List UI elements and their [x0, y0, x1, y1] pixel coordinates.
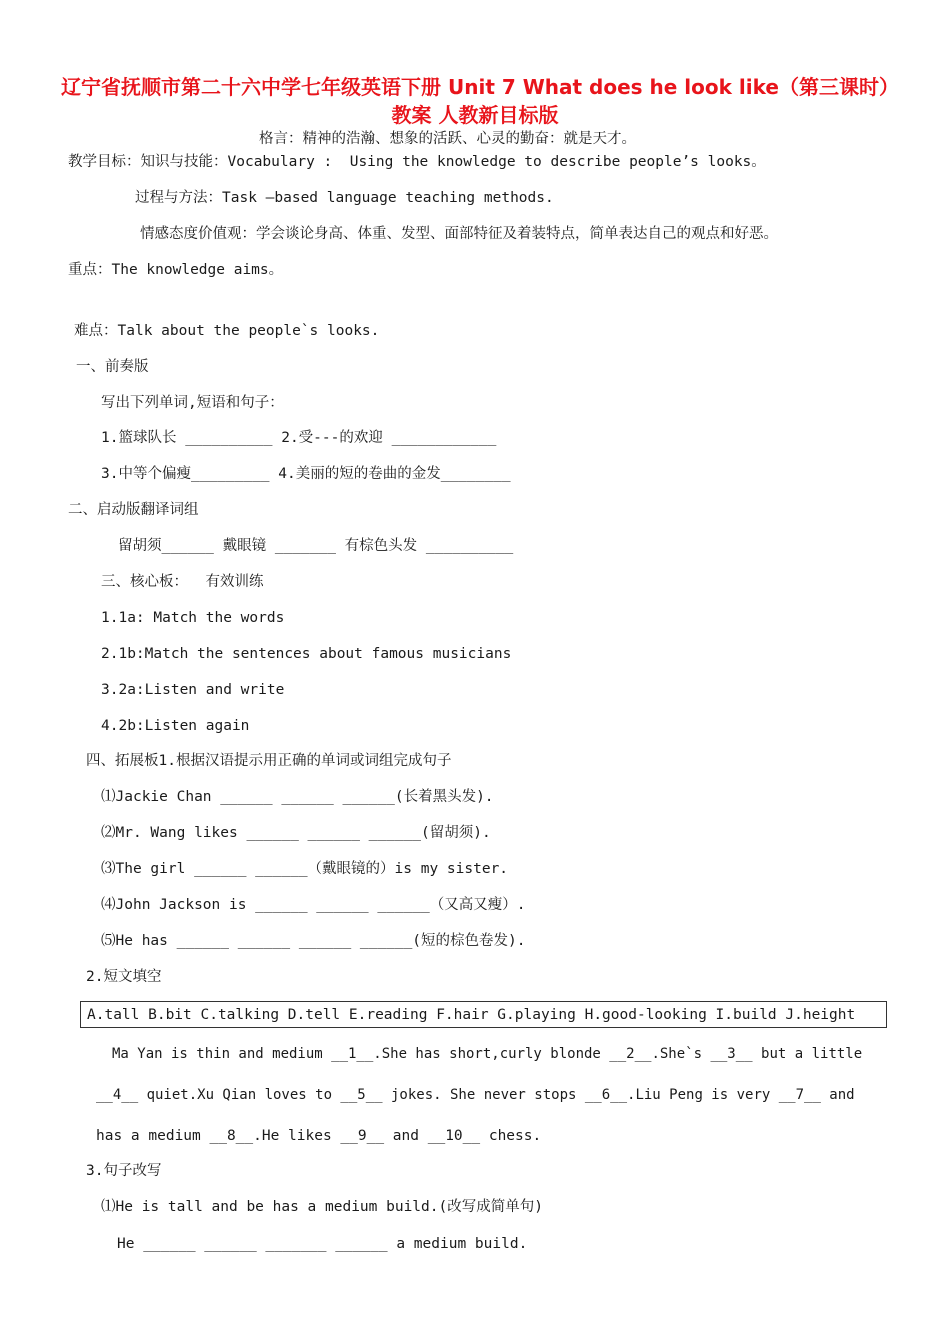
section1-row1: 1.篮球队长 __________ 2.受---的欢迎 ____________ — [101, 430, 497, 446]
goal-knowledge: 教学目标：知识与技能：Vocabulary : Using the knowledge to describe people’s looks。 — [68, 154, 766, 170]
section4-heading: 四、拓展板1.根据汉语提示用正确的单词或词组完成句子 — [86, 753, 452, 769]
cloze-line: Ma Yan is thin and medium __1__.She has short,curly blonde __2__.She`s __3__ but a little — [112, 1046, 863, 1062]
rewrite-item: ⑴He is tall and be has a medium build.(改写成简单句) — [101, 1199, 543, 1215]
section2-heading: 二、启动版翻译词组 — [68, 502, 199, 518]
section3-item: 3.2a:Listen and write — [101, 682, 285, 698]
key-point: 重点：The knowledge aims。 — [68, 262, 284, 278]
section3-item: 1.1a: Match the words — [101, 610, 285, 626]
section3-item: 2.1b:Match the sentences about famous musicians — [101, 646, 512, 662]
section1-row2: 3.中等个偏瘦_________ 4.美丽的短的卷曲的金发________ — [101, 466, 511, 482]
section1-heading: 一、前奏版 — [76, 359, 149, 375]
document-title: 辽宁省抚顺市第二十六中学七年级英语下册 Unit 7 What does he look like（第三课时）教案 人教新目标版 — [61, 75, 889, 127]
cloze-heading: 2.短文填空 — [86, 969, 162, 985]
section3-item: 4.2b:Listen again — [101, 718, 250, 734]
goal-process: 过程与方法：Task —based language teaching methods. — [135, 190, 554, 206]
goal-emotion: 情感态度价值观：学会谈论身高、体重、发型、面部特征及着装特点，简单表达自己的观点和好恶。 — [140, 226, 778, 242]
difficult-point: 难点：Talk about the people`s looks. — [74, 323, 380, 339]
cloze-line: __4__ quiet.Xu Qian loves to __5__ jokes. She never stops __6__.Liu Peng is very __7__ and — [96, 1087, 855, 1103]
section3-heading: 三、核心板： 有效训练 — [101, 574, 264, 590]
rewrite-answer: He ______ ______ _______ ______ a medium build. — [117, 1236, 528, 1252]
section1-instruction: 写出下列单词,短语和句子： — [101, 395, 284, 411]
section4-item: ⑷John Jackson is ______ ______ ______（又高又瘦）. — [101, 897, 526, 913]
section4-item: ⑵Mr. Wang likes ______ ______ ______(留胡须). — [101, 825, 491, 841]
section4-item: ⑸He has ______ ______ ______ ______(短的棕色卷发). — [101, 933, 526, 949]
section4-item: ⑴Jackie Chan ______ ______ ______(长着黑头发). — [101, 789, 494, 805]
section4-item: ⑶The girl ______ ______（戴眼镜的）is my sister. — [101, 861, 509, 877]
word-bank-box — [80, 1001, 887, 1028]
motto: 格言：精神的浩瀚、想象的活跃、心灵的勤奋：就是天才。 — [259, 131, 636, 147]
word-bank-text: A.tall B.bit C.talking D.tell E.reading F.hair G.playing H.good-looking I.build J.height — [87, 1007, 856, 1023]
cloze-line: has a medium __8__.He likes __9__ and __10__ chess. — [96, 1128, 542, 1144]
section2-row: 留胡须______ 戴眼镜 _______ 有棕色头发 __________ — [118, 538, 514, 554]
rewrite-heading: 3.句子改写 — [86, 1163, 162, 1179]
